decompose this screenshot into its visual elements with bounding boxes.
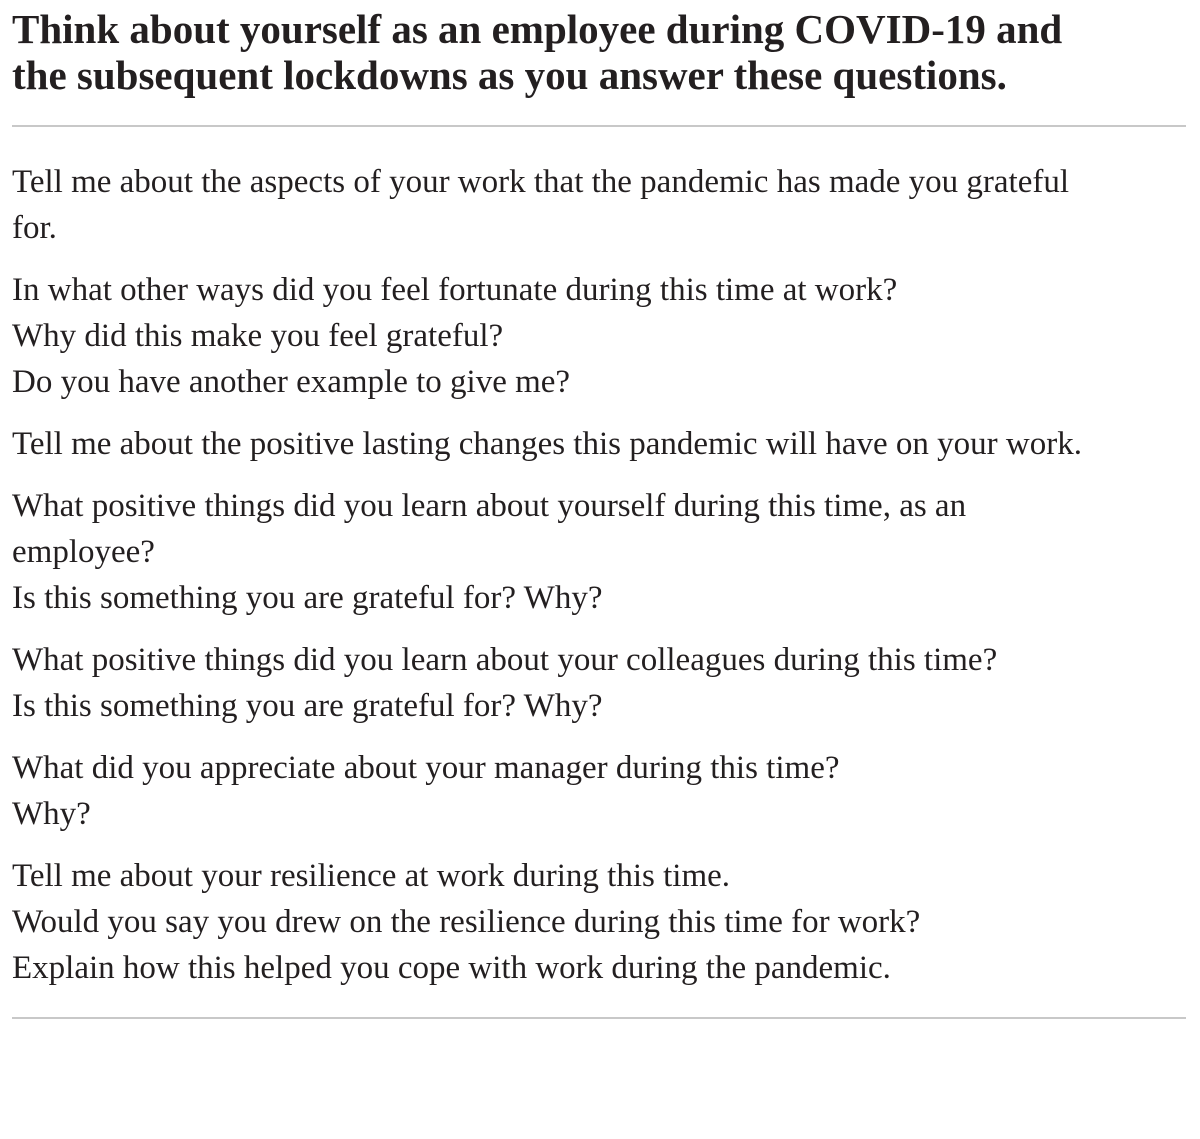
question-group-7	[12, 853, 1188, 991]
question-group-4	[12, 483, 1188, 621]
question-line: What positive things did you learn about yourself during this time, as an employee?	[12, 488, 967, 570]
title-divider	[12, 125, 1186, 127]
table-bottom-divider	[12, 1017, 1186, 1019]
question-line: In what other ways did you feel fortunate during this time at work?	[12, 272, 898, 308]
question-group-3	[12, 421, 1188, 467]
question-line: Is this something you are grateful for? Why?	[12, 580, 603, 616]
question-line: Tell me about your resilience at work during this time.	[12, 858, 731, 894]
interview-questions-table	[12, 6, 1188, 1019]
question-line: Is this something you are grateful for? Why?	[12, 688, 603, 724]
question-list	[12, 159, 1188, 991]
question-group-2	[12, 267, 1188, 405]
question-line: What did you appreciate about your manager during this time?	[12, 750, 840, 786]
question-group-6	[12, 745, 1188, 837]
question-line: Tell me about the positive lasting changes this pandemic will have on your work.	[12, 426, 1082, 462]
question-line: Do you have another example to give me?	[12, 364, 571, 400]
question-line: Why did this make you feel grateful?	[12, 318, 504, 354]
question-line: Tell me about the aspects of your work that the pandemic has made you grateful for.	[12, 164, 1070, 246]
question-line: Why?	[12, 796, 91, 832]
question-group-5	[12, 637, 1188, 729]
question-group-1	[12, 159, 1188, 251]
question-line: What positive things did you learn about your colleagues during this time?	[12, 642, 998, 678]
question-line: Would you say you drew on the resilience during this time for work?	[12, 904, 921, 940]
question-line: Explain how this helped you cope with work during the pandemic.	[12, 950, 891, 986]
table-title: Think about yourself as an employee during COVID-19 and the subsequent lockdowns as you answer these questions.	[12, 6, 1063, 98]
